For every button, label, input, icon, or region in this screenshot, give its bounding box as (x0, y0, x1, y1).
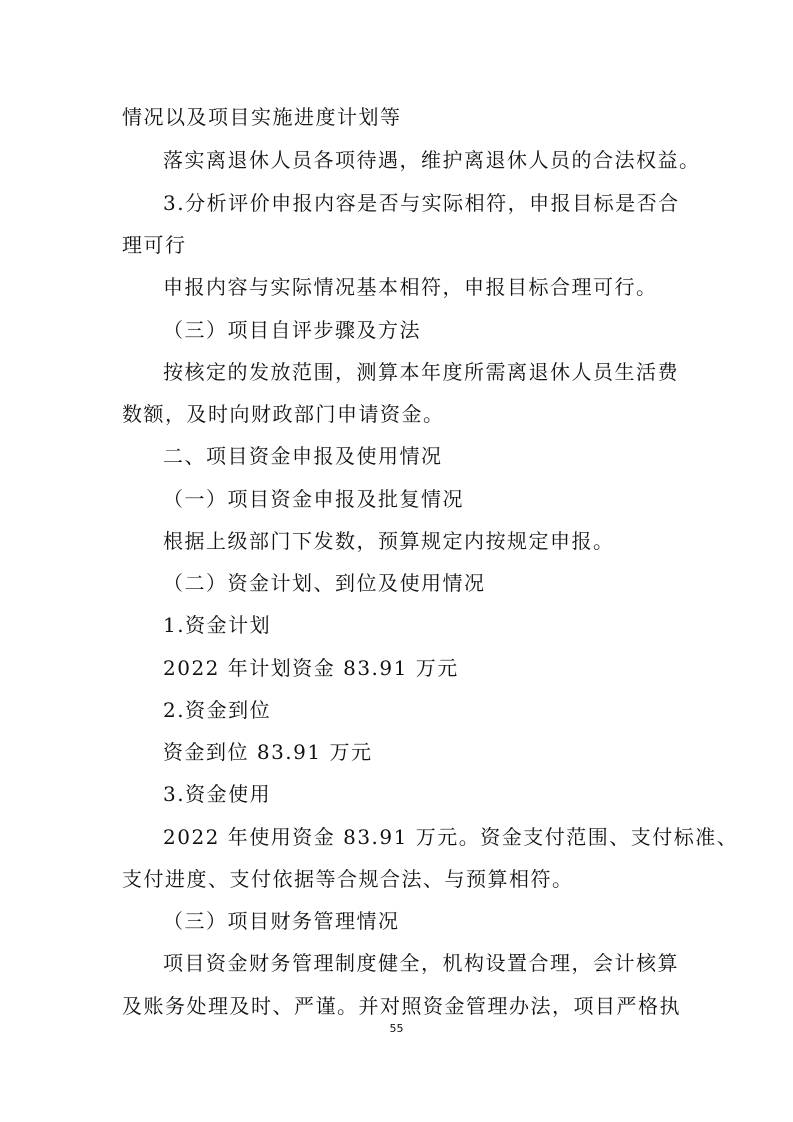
subsection-heading-2: （二）资金计划、到位及使用情况 (163, 571, 486, 595)
text-line-8: 数额，及时向财政部门申请资金。 (122, 402, 445, 426)
text-line-22: 及账务处理及时、严谨。并对照资金管理办法，项目严格执 (122, 994, 681, 1018)
text-line-18: 2022 年使用资金 83.91 万元。资金支付范围、支付标准、 (163, 825, 739, 849)
text-line-11: 根据上级部门下发数，预算规定内按规定申报。 (163, 529, 615, 553)
item-heading-3: 3.资金使用 (163, 782, 272, 806)
text-line-19: 支付进度、支付依据等合规合法、与预算相符。 (122, 867, 574, 891)
text-line-14: 2022 年计划资金 83.91 万元 (163, 656, 459, 680)
text-line-3: 3.分析评价申报内容是否与实际相符，申报目标是否合 (163, 191, 680, 215)
section-heading-2: 二、项目资金申报及使用情况 (163, 444, 443, 468)
item-heading-1: 1.资金计划 (163, 613, 272, 637)
text-line-5: 申报内容与实际情况基本相符，申报目标合理可行。 (163, 275, 658, 299)
text-line-1: 情况以及项目实施进度计划等 (122, 105, 402, 129)
section-heading-3: （三）项目自评步骤及方法 (163, 318, 421, 342)
subsection-heading-3: （三）项目财务管理情况 (163, 909, 400, 933)
subsection-heading-1: （一）项目资金申报及批复情况 (163, 487, 464, 511)
item-heading-2: 2.资金到位 (163, 698, 272, 722)
text-line-16: 资金到位 83.91 万元 (163, 740, 373, 764)
page-number: 55 (389, 1022, 404, 1035)
text-line-7: 按核定的发放范围，测算本年度所需离退休人员生活费 (163, 360, 679, 384)
text-line-4: 理可行 (122, 233, 187, 257)
text-line-2: 落实离退休人员各项待遇，维护离退休人员的合法权益。 (163, 148, 701, 172)
text-line-21: 项目资金财务管理制度健全，机构设置合理，会计核算 (163, 951, 679, 975)
